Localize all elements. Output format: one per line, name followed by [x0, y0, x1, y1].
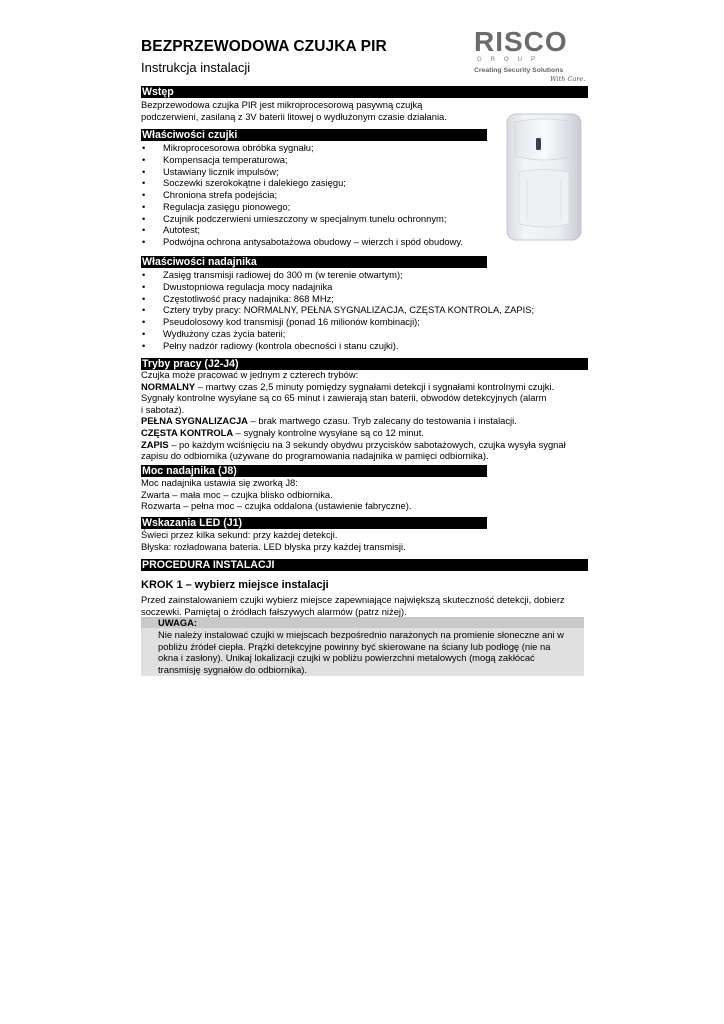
intro-line: Bezprzewodowa czujka PIR jest mikroprocesorową pasywną czujką [141, 99, 423, 110]
step-text [141, 594, 589, 617]
page-subtitle: Instrukcja instalacji [141, 60, 251, 75]
warning-line: okna i zasłony). Unikaj lokalizacji czujki w pobliżu powierzchni metalowych (mogą zakłócać [158, 652, 535, 664]
pir-detector-image [505, 112, 585, 242]
list-item: • Zasięg transmisji radiowej do 300 m (w terenie otwartym); [141, 269, 589, 281]
logo-brand: RISCO [474, 26, 568, 57]
power-text [141, 477, 589, 512]
list-item: • Mikroprocesorowa obróbka sygnału; [141, 142, 589, 154]
warning-line: pobliżu źródeł ciepła. Prążki detekcyjne powinny być skierowane na ściany lub podłogę (nie na [158, 640, 551, 652]
warning-title: UWAGA: [141, 617, 584, 628]
section-heading-power: Moc nadajnika (J8) [141, 465, 487, 477]
power-line: Zwarta – mała moc – czujka blisko odbiornika. [141, 488, 333, 500]
mode-normal-line2: Sygnały kontrolne wysyłane są co 65 minut i zawierają stan baterii, obwodów detekcyjnych (alarm [141, 392, 547, 404]
section-heading-procedure: PROCEDURA INSTALACJI [141, 559, 588, 571]
list-item: • Pełny nadzór radiowy (kontrola obecności i stanu czujki). [141, 340, 589, 352]
led-line: Błyska: rozładowana bateria. LED błyska przy każdej transmisji. [141, 540, 406, 552]
section-heading-intro: Wstęp [141, 86, 588, 98]
mode-normal-text: – martwy czas 2,5 minuty pomiędzy sygnałami detekcji i sygnałami kontrolnymi czujki. [195, 380, 555, 392]
warning-line: transmisję sygnałów do odbiornika). [158, 663, 308, 675]
step-title: KROK 1 – wybierz miejsce instalacji [141, 579, 329, 591]
mode-frequent [141, 427, 589, 439]
led-line: Świeci przez kilka sekund: przy każdej detekcji. [141, 529, 338, 540]
list-item: • Częstotliwość pracy nadajnika: 868 MHz; [141, 293, 589, 305]
mode-normal [141, 381, 589, 393]
transmitter-features-list [141, 269, 589, 351]
logo-group: GROUP [477, 57, 545, 63]
logo-signature: With Care. [550, 75, 586, 83]
section-heading-sensor-features: Właściwości czujki [141, 129, 487, 141]
mode-frequent-text: – sygnały kontrolne wysyłane są co 12 minut. [233, 426, 424, 438]
intro-line: podczerwieni, zasilaną z 3V baterii litowej o wydłużonym czasie działania. [141, 110, 447, 122]
mode-record-line2: zapisu do odbiornika (używane do programowania nadajnika w pamięci odbiornika). [141, 450, 489, 462]
list-item: • Pseudolosowy kod transmisji (ponad 16 milionów kombinacji); [141, 316, 589, 328]
list-item: • Soczewki szerokokątne i dalekiego zasięgu; [141, 177, 589, 189]
section-heading-modes: Tryby pracy (J2-J4) [141, 358, 588, 370]
mode-frequent-label: CZĘSTA KONTROLA [141, 426, 234, 438]
power-line: Rozwarta – pełna moc – czujka oddalona (ustawienie fabryczne). [141, 500, 412, 512]
list-item: • Regulacja zasięgu pionowego; [141, 201, 589, 213]
mode-normal-line3: i sabotaż). [141, 403, 185, 415]
list-item: • Cztery tryby pracy: NORMALNY, PEŁNA SYGNALIZACJA, CZĘSTA KONTROLA, ZAPIS; [141, 304, 589, 316]
list-item: • Dwustopniowa regulacja mocy nadajnika [141, 281, 589, 293]
step-line: soczewki. Pamiętaj o źródłach fałszywych alarmów (patrz niżej). [141, 605, 407, 617]
list-item: • Wydłużony czas życia baterii; [141, 328, 589, 340]
modes-text [141, 369, 589, 462]
led-text [141, 529, 589, 552]
page-title: BEZPRZEWODOWA CZUJKA PIR [141, 38, 387, 55]
mode-full [141, 415, 589, 427]
risco-logo [472, 26, 592, 86]
list-item: • Podwójna ochrona antysabotażowa obudowy – wierzch i spód obudowy. [141, 236, 589, 248]
mode-full-text: – brak martwego czasu. Tryb zalecany do testowania i instalacji. [247, 415, 517, 427]
list-item: • Autotest; [141, 224, 589, 236]
list-item: • Ustawiany licznik impulsów; [141, 166, 589, 178]
warning-body [141, 628, 584, 676]
warning-line: Nie należy instalować czujki w miejscach bezpośrednio narażonych na promienie słoneczne ani w [158, 629, 564, 640]
mode-full-label: PEŁNA SYGNALIZACJA [141, 415, 248, 427]
list-item: • Czujnik podczerwieni umieszczony w specjalnym tunelu ochronnym; [141, 213, 589, 225]
power-line: Moc nadajnika ustawia się zworką J8: [141, 477, 298, 488]
mode-record [141, 439, 589, 451]
section-heading-transmitter-features: Właściwości nadajnika [141, 256, 487, 268]
modes-intro: Czujka może pracować w jednym z czterech trybów: [141, 369, 359, 380]
list-item: • Kompensacja temperaturowa; [141, 154, 589, 166]
step-line: Przed zainstalowaniem czujki wybierz miejsce zapewniające największą skuteczność detekcji, dobierz [141, 594, 565, 605]
list-item: • Chroniona strefa podejścia; [141, 189, 589, 201]
warning-box [141, 617, 584, 676]
mode-record-label: ZAPIS [141, 438, 169, 450]
section-heading-led: Wskazania LED (J1) [141, 517, 487, 529]
logo-tagline: Creating Security Solutions [474, 67, 564, 74]
mode-normal-label: NORMALNY [141, 380, 196, 392]
mode-record-text: – po każdym wciśnięciu na 3 sekundy obydwu przycisków sabotażowych, czujka wysyła sygnał [168, 438, 566, 450]
